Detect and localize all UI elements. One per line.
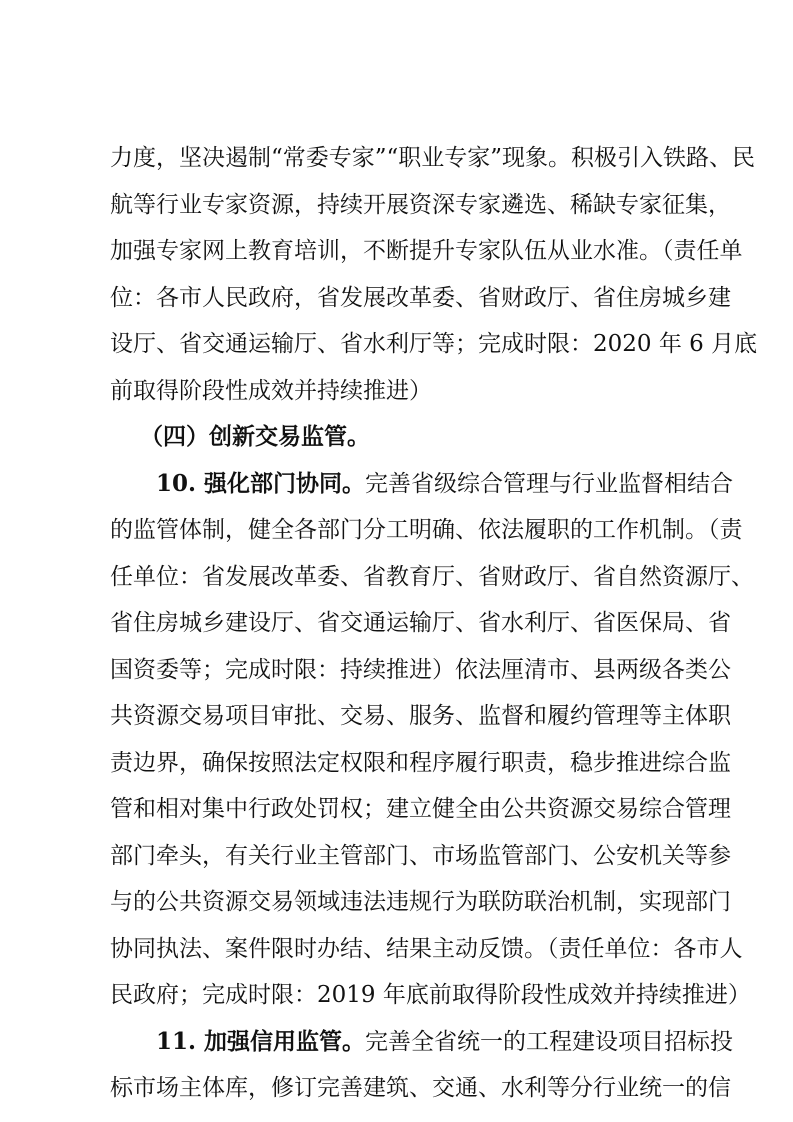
body-text-line: 位：各市人民政府，省发展改革委、省财政厅、省住房城乡建	[110, 285, 731, 311]
body-text-line: 国资委等；完成时限：持续推进）依法厘清市、县两级各类公	[110, 657, 731, 683]
body-text-line: 协同执法、案件限时办结、结果主动反馈。（责任单位：各市人	[110, 936, 743, 962]
body-text-line: 部门牵头，有关行业主管部门、市场监管部门、公安机关等参	[110, 843, 731, 869]
body-text-line: 任单位：省发展改革委、省教育厅、省财政厅、省自然资源厅、	[110, 564, 754, 590]
item-11-first-text: 完善全省统一的工程建设项目招标投	[365, 1029, 734, 1055]
item-10-first-text: 完善省级综合管理与行业监督相结合	[365, 471, 734, 497]
body-text-line: 与的公共资源交易领域违法违规行为联防联治机制，实现部门	[110, 889, 731, 915]
body-text-line: 共资源交易项目审批、交易、服务、监督和履约管理等主体职	[110, 703, 731, 729]
body-text-line: 加强专家网上教育培训，不断提升专家队伍从业水准。（责任单	[110, 238, 743, 264]
body-text-line: 民政府；完成时限：2019 年底前取得阶段性成效并持续推进）	[110, 982, 751, 1008]
body-text-line: 管和相对集中行政处罚权；建立健全由公共资源交易综合管理	[110, 796, 731, 822]
body-text-line: 前取得阶段性成效并持续推进）	[110, 378, 432, 404]
section-heading: （四）创新交易监管。	[140, 424, 370, 450]
body-text-line: 省住房城乡建设厅、省交通运输厅、省水利厅、省医保局、省	[110, 610, 731, 636]
body-text-line: 责边界，确保按照法定权限和程序履行职责，稳步推进综合监	[110, 750, 731, 776]
body-text-line: 设厅、省交通运输厅、省水利厅等；完成时限：2020 年 6 月底	[110, 331, 758, 357]
body-text-line: 的监管体制，健全各部门分工明确、依法履职的工作机制。（责	[110, 517, 743, 543]
body-text-line: 标市场主体库，修订完善建筑、交通、水利等分行业统一的信	[110, 1075, 731, 1101]
item-10-first-line	[156, 470, 734, 498]
body-text-line: 力度，坚决遏制“常委专家”“职业专家”现象。积极引入铁路、民	[110, 145, 756, 171]
item-11-first-line	[156, 1028, 734, 1056]
item-11-title: 11. 加强信用监管。	[156, 1028, 366, 1055]
body-text-line: 航等行业专家资源，持续开展资深专家遴选、稀缺专家征集，	[110, 192, 731, 218]
item-10-title: 10. 强化部门协同。	[156, 470, 366, 497]
